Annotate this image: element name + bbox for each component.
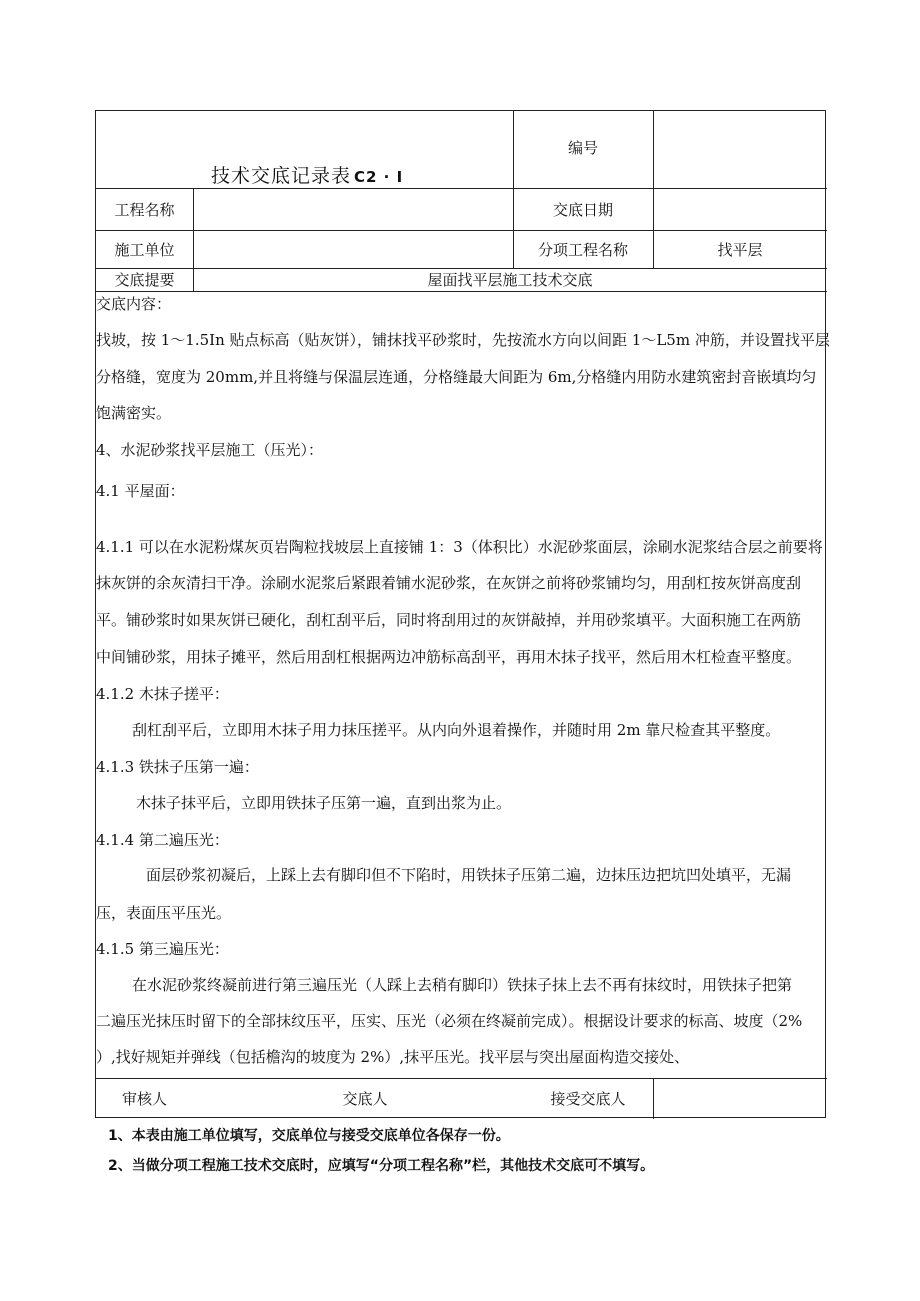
content-line: 压，表面压平压光。	[96, 904, 232, 922]
content-line: 4、水泥砂浆找平层施工（压光）：	[96, 441, 324, 459]
project-name-label: 工程名称	[114, 200, 175, 219]
content-line: 中间铺砂浆，用抹子摊平，然后用刮杠根据两边冲筋标高刮平，再用木抹子找平，然后用木杠检查平整度。	[96, 648, 802, 666]
summary-field[interactable]: 屋面找平层施工技术交底	[427, 271, 593, 289]
content-heading: 交底内容：	[96, 295, 172, 313]
content-line: 4.1.3 铁抹子压第一遍：	[96, 758, 259, 776]
content-line: 面层砂浆初凝后，上踩上去有脚印但不下陷时，用铁抹子压第二遍，边抹压边把坑凹处填平，无漏	[146, 866, 792, 884]
unit-label: 施工单位	[114, 240, 175, 259]
summary-label: 交底提要	[114, 271, 175, 289]
date-label: 交底日期	[552, 200, 613, 219]
content-line: 木抹子抹平后，立即用铁抹子压第一遍，直到出浆为止。	[136, 794, 512, 812]
content-line: 找坡，按 1～1.5In 贴点标高（贴灰饼），铺抹找平砂浆时，先按流水方向以间距 1～L5m 冲筋，并设置找平层	[96, 331, 830, 349]
project-name-field[interactable]	[193, 188, 513, 230]
sub-project-field[interactable]: 找平层	[717, 240, 763, 259]
content-line: 4.1.5 第三遍压光：	[96, 940, 229, 958]
technical-briefing-form	[95, 110, 830, 1118]
content-line: 刮杠刮平后，立即用木抹子用力抹压搓平。从内向外退着操作，并随时用 2m 靠尺检查其平整度。	[132, 721, 781, 739]
content-line: 4.1 平屋面：	[96, 482, 185, 500]
content-line: 4.1.1 可以在水泥粉煤灰页岩陶粒找坡层上直接铺 1：3（体积比）水泥砂浆面层，涂刷水泥浆结合层之前要将	[96, 538, 823, 556]
content-line: 抹灰饼的余灰清扫干净。涂刷水泥浆后紧跟着铺水泥砂浆，在灰饼之前将砂浆铺均匀，用刮杠按灰饼高度刮	[96, 574, 802, 592]
presenter-field[interactable]	[417, 1078, 523, 1119]
reviewer-field[interactable]	[193, 1078, 313, 1119]
content-line: 二遍压光抹压时留下的全部抹纹压平，压实、压光（必须在终凝前完成）。根据设计要求的标高、坡度（2%	[96, 1012, 803, 1030]
note-1: 1、本表由施工单位填写，交底单位与接受交底单位各保存一份。	[108, 1128, 510, 1144]
content-line: 4.1.4 第二遍压光：	[96, 831, 229, 849]
presenter-label: 交底人	[342, 1090, 388, 1108]
note-2: 2、当做分项工程施工技术交底时，应填写“分项工程名称”栏，其他技术交底可不填写。	[108, 1158, 655, 1174]
receiver-field[interactable]	[653, 1078, 827, 1119]
content-line: 4.1.2 木抹子搓平：	[96, 685, 229, 703]
sub-project-label: 分项工程名称	[537, 240, 628, 259]
content-line: 分格缝，宽度为 20mm,并且将缝与保温层连通，分格缝最大间距为 6m,分格缝内用防水建筑密封音嵌填均匀	[96, 368, 817, 386]
content-line: 平。铺砂浆时如果灰饼已硬化，刮杠刮平后，同时将刮用过的灰饼敲掉，并用砂浆填平。大面积施工在两筋	[96, 611, 802, 629]
content-line: 在水泥砂浆终凝前进行第三遍压光（人踩上去稍有脚印）铁抹子抹上去不再有抹纹时，用铁抹子把第	[132, 976, 793, 994]
reviewer-label: 审核人	[121, 1090, 167, 1108]
form-title: 技术交底记录表 C2 · I	[211, 165, 404, 187]
content-line: ）,找好规矩并弹线（包括檐沟的坡度为 2%）,抹平压光。找平层与突出屋面构造交接处、	[96, 1048, 690, 1066]
number-label: 编号	[567, 139, 598, 157]
row-divider	[96, 291, 827, 292]
date-field[interactable]	[653, 188, 827, 230]
unit-field[interactable]	[193, 230, 513, 268]
content-line: 饱满密实。	[96, 404, 172, 422]
number-field[interactable]	[653, 111, 827, 188]
receiver-label: 接受交底人	[550, 1090, 626, 1108]
form-code: C2 · I	[354, 168, 404, 186]
